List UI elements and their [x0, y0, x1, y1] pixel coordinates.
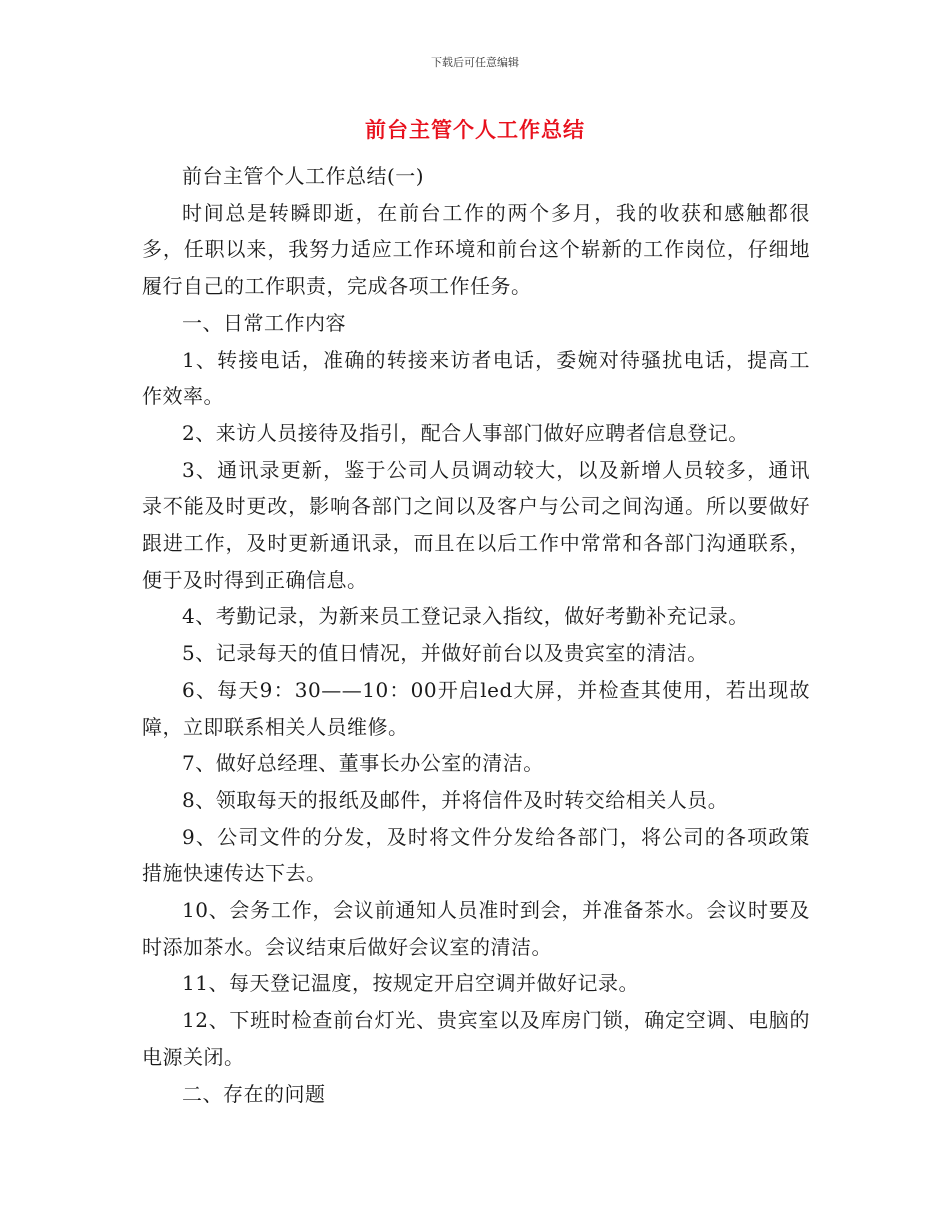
- section-heading-problems: 二、存在的问题: [182, 1081, 326, 1106]
- list-item: 10、会务工作，会议前通知人员准时到会，并准备茶水。会议时要及时添加茶水。会议结束后做好会议室的清洁。: [142, 898, 810, 959]
- list-item: 11、每天登记温度，按规定开启空调并做好记录。: [182, 971, 639, 996]
- list-item: 8、领取每天的报纸及邮件，并将信件及时转交给相关人员。: [182, 787, 729, 812]
- list-item: 4、考勤记录，为新来员工登记录入指纹，做好考勤补充记录。: [182, 604, 749, 629]
- subtitle-paragraph: 前台主管个人工作总结(一): [182, 164, 425, 188]
- document-body: [142, 158, 810, 1112]
- list-item: 12、下班时检查前台灯光、贵宾室以及库房门锁，确定空调、电脑的电源关闭。: [142, 1008, 810, 1069]
- list-item: 1、转接电话，准确的转接来访者电话，委婉对待骚扰电话，提高工作效率。: [142, 347, 810, 409]
- list-item: 2、来访人员接待及指引，配合人事部门做好应聘者信息登记。: [182, 420, 749, 445]
- list-item: 5、记录每天的值日情况，并做好前台以及贵宾室的清洁。: [182, 641, 708, 666]
- header-note: 下载后可任意编辑: [431, 56, 519, 69]
- list-item: 7、做好总经理、董事长办公室的清洁。: [182, 751, 544, 776]
- intro-paragraph: 时间总是转瞬即逝，在前台工作的两个多月，我的收获和感触都很多，任职以来，我努力适应工作环境和前台这个崭新的工作岗位，仔细地履行自己的工作职责，完成各项工作任务。: [142, 200, 810, 299]
- section-heading-daily-work: 一、日常工作内容: [182, 310, 346, 335]
- list-item: 9、公司文件的分发，及时将文件分发给各部门，将公司的各项政策措施快速传达下去。: [142, 824, 810, 886]
- document-title: 前台主管个人工作总结: [365, 118, 585, 142]
- list-item: 6、每天9：30——10：00开启led大屏，并检查其使用，若出现故障，立即联系相关人员维修。: [142, 677, 810, 739]
- list-item: 3、通讯录更新，鉴于公司人员调动较大，以及新增人员较多，通讯录不能及时更改，影响各部门之间以及客户与公司之间沟通。所以要做好跟进工作，及时更新通讯录，而且在以后工作中常常和各部门沟通联系，便于及时得到正确信息。: [142, 457, 810, 592]
